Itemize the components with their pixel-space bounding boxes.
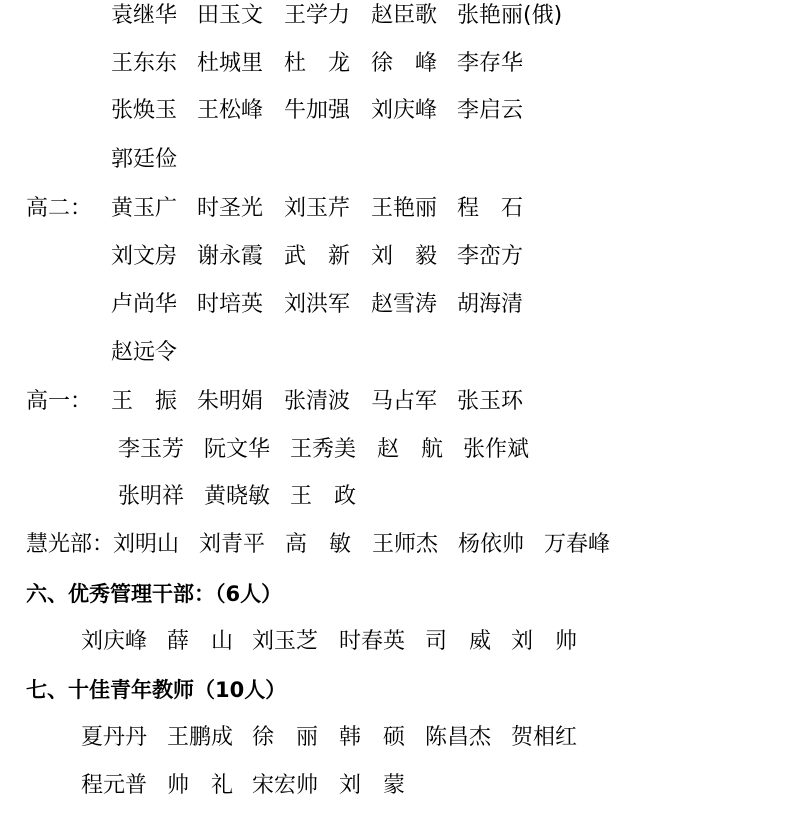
person-name: 刘青平	[199, 532, 266, 557]
person-name: 朱明娟	[197, 389, 264, 414]
person-name: 李峦方	[457, 244, 524, 269]
person-name: 赵远令	[111, 340, 178, 365]
person-name: 牛加强	[284, 98, 351, 123]
person-name: 陈昌杰	[425, 725, 492, 750]
person-name: 贺相红	[511, 725, 578, 750]
person-name: 王鹏成	[167, 725, 234, 750]
person-name: 王松峰	[197, 98, 264, 123]
grade-label: 高一：	[26, 389, 93, 414]
person-name: 卢尚华	[111, 292, 178, 317]
person-name: 程元普	[81, 773, 148, 798]
person-name: 司 威	[425, 629, 492, 654]
person-name: 袁继华	[111, 3, 178, 28]
section-heading-top-young-teachers: 七、十佳青年教师（10人）	[26, 678, 287, 702]
person-name: 王秀美	[290, 437, 357, 462]
person-name: 张艳丽(俄)	[457, 3, 563, 28]
person-name: 王东东	[111, 51, 178, 76]
person-name: 帅 礼	[167, 773, 234, 798]
person-name: 李启云	[457, 98, 524, 123]
person-name: 刘 蒙	[339, 773, 406, 798]
person-name: 田玉文	[197, 3, 264, 28]
person-name: 阮文华	[204, 437, 271, 462]
person-name: 刘文房	[111, 244, 178, 269]
person-name: 李存华	[457, 51, 524, 76]
person-name: 赵 航	[377, 437, 444, 462]
person-name: 刘玉芝	[252, 629, 319, 654]
person-name: 徐 峰	[371, 51, 438, 76]
person-name: 王艳丽	[371, 196, 438, 221]
person-name: 刘洪军	[284, 292, 351, 317]
person-name: 杨依帅	[458, 532, 525, 557]
person-name: 谢永霞	[197, 244, 264, 269]
person-name: 李玉芳	[118, 437, 185, 462]
person-name: 薛 山	[167, 629, 234, 654]
person-name: 黄晓敏	[204, 484, 271, 509]
person-name: 武 新	[284, 244, 351, 269]
person-name: 刘庆峰	[81, 629, 148, 654]
person-name: 黄玉广	[111, 196, 178, 221]
person-name: 张焕玉	[111, 98, 178, 123]
person-name: 韩 硕	[339, 725, 406, 750]
person-name: 时圣光	[197, 196, 264, 221]
person-name: 杜 龙	[284, 51, 351, 76]
person-name: 刘 毅	[371, 244, 438, 269]
person-name: 张明祥	[118, 484, 185, 509]
person-name: 夏丹丹	[81, 725, 148, 750]
person-name: 王学力	[284, 3, 351, 28]
person-name: 宋宏帅	[252, 773, 319, 798]
person-name: 高 敏	[285, 532, 352, 557]
person-name: 徐 丽	[252, 725, 319, 750]
person-name: 时培英	[197, 292, 264, 317]
person-name: 刘 帅	[511, 629, 578, 654]
person-name: 刘明山	[113, 532, 180, 557]
person-name: 郭廷俭	[111, 147, 178, 172]
person-name: 赵雪涛	[371, 292, 438, 317]
person-name: 王 振	[111, 389, 178, 414]
person-name: 王师杰	[372, 532, 439, 557]
department-label: 慧光部：	[26, 532, 115, 557]
grade-label: 高二：	[26, 196, 93, 221]
person-name: 张清波	[284, 389, 351, 414]
person-name: 刘玉芹	[284, 196, 351, 221]
person-name: 张作斌	[463, 437, 530, 462]
person-name: 张玉环	[457, 389, 524, 414]
person-name: 刘庆峰	[371, 98, 438, 123]
person-name: 马占军	[371, 389, 438, 414]
person-name: 杜城里	[197, 51, 264, 76]
person-name: 万春峰	[544, 532, 611, 557]
person-name: 程 石	[457, 196, 524, 221]
person-name: 时春英	[339, 629, 406, 654]
person-name: 王 政	[290, 484, 357, 509]
section-heading-excellent-managers: 六、优秀管理干部：（6人）	[26, 582, 283, 606]
person-name: 胡海清	[457, 292, 524, 317]
person-name: 赵臣歌	[371, 3, 438, 28]
